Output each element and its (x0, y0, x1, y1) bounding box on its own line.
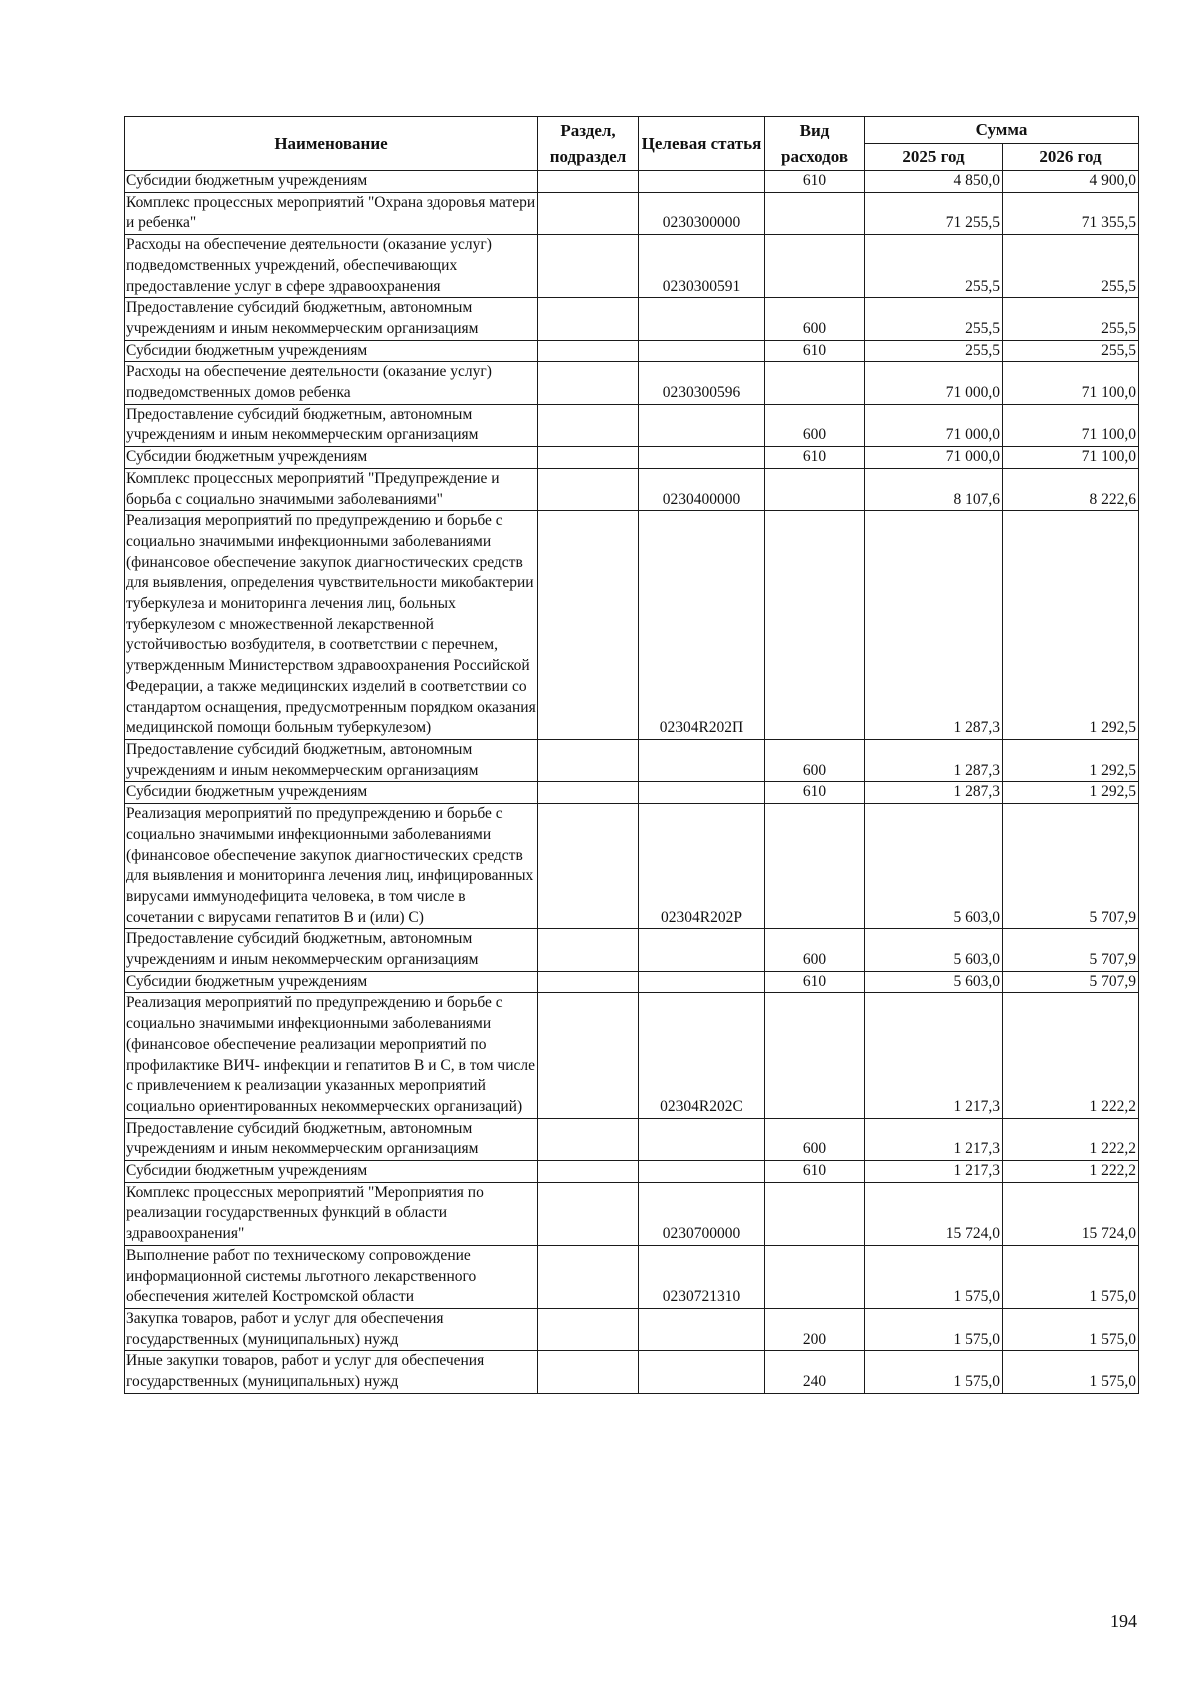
row-sum-2026: 71 100,0 (1003, 362, 1139, 404)
row-target-code: 0230300591 (639, 235, 765, 298)
row-target-code (639, 739, 765, 781)
row-name: Субсидии бюджетным учреждениям (125, 447, 538, 469)
row-name: Субсидии бюджетным учреждениям (125, 782, 538, 804)
table-row (125, 298, 1139, 340)
row-section (538, 362, 639, 404)
table-row (125, 993, 1139, 1118)
row-sum-2026: 1 575,0 (1003, 1351, 1139, 1393)
row-section (538, 971, 639, 993)
row-target-code: 0230300596 (639, 362, 765, 404)
row-name: Субсидии бюджетным учреждениям (125, 1161, 538, 1183)
row-target-code: 02304R202C (639, 993, 765, 1118)
row-name: Предоставление субсидий бюджетным, автономным учреждениям и иным некоммерческим организациям (125, 404, 538, 446)
table-row (125, 804, 1139, 929)
row-sum-2025: 71 255,5 (865, 192, 1003, 234)
row-sum-2025: 15 724,0 (865, 1182, 1003, 1245)
header-year-2026: 2026 год (1003, 144, 1139, 171)
row-sum-2025: 255,5 (865, 340, 1003, 362)
row-sum-2025: 255,5 (865, 298, 1003, 340)
row-expense-type: 610 (765, 971, 865, 993)
row-target-code (639, 929, 765, 971)
row-sum-2025: 255,5 (865, 235, 1003, 298)
row-target-code (639, 1351, 765, 1393)
table-row (125, 1351, 1139, 1393)
row-sum-2026: 255,5 (1003, 298, 1139, 340)
row-target-code: 02304R202P (639, 804, 765, 929)
table-row (125, 929, 1139, 971)
table-row (125, 739, 1139, 781)
page-number: 194 (1110, 1611, 1137, 1631)
budget-table (124, 116, 1139, 1394)
row-sum-2026: 1 222,2 (1003, 1161, 1139, 1183)
row-expense-type: 610 (765, 782, 865, 804)
header-target: Целевая статья (639, 117, 765, 171)
table-row (125, 362, 1139, 404)
row-sum-2025: 1 287,3 (865, 782, 1003, 804)
row-sum-2026: 1 575,0 (1003, 1245, 1139, 1308)
row-section (538, 340, 639, 362)
header-sum: Сумма (865, 117, 1139, 144)
row-sum-2025: 71 000,0 (865, 404, 1003, 446)
row-expense-type (765, 468, 865, 510)
row-name: Предоставление субсидий бюджетным, автономным учреждениям и иным некоммерческим организациям (125, 929, 538, 971)
row-sum-2025: 8 107,6 (865, 468, 1003, 510)
row-expense-type: 600 (765, 404, 865, 446)
row-sum-2025: 1 217,3 (865, 1118, 1003, 1160)
row-sum-2025: 1 287,3 (865, 511, 1003, 740)
row-name: Иные закупки товаров, работ и услуг для обеспечения государственных (муниципальных) нужд (125, 1351, 538, 1393)
row-sum-2025: 1 217,3 (865, 993, 1003, 1118)
row-target-code (639, 971, 765, 993)
row-sum-2026: 5 707,9 (1003, 929, 1139, 971)
row-sum-2025: 1 575,0 (865, 1351, 1003, 1393)
row-expense-type (765, 1182, 865, 1245)
row-sum-2026: 1 292,5 (1003, 782, 1139, 804)
row-name: Предоставление субсидий бюджетным, автономным учреждениям и иным некоммерческим организациям (125, 1118, 538, 1160)
row-expense-type (765, 235, 865, 298)
row-sum-2026: 1 292,5 (1003, 511, 1139, 740)
row-sum-2026: 4 900,0 (1003, 171, 1139, 193)
row-sum-2025: 5 603,0 (865, 971, 1003, 993)
row-target-code: 0230721310 (639, 1245, 765, 1308)
row-target-code (639, 1161, 765, 1183)
row-section (538, 235, 639, 298)
row-sum-2025: 4 850,0 (865, 171, 1003, 193)
row-expense-type: 610 (765, 171, 865, 193)
row-section (538, 1245, 639, 1308)
row-sum-2025: 1 575,0 (865, 1308, 1003, 1350)
row-section (538, 192, 639, 234)
row-expense-type: 200 (765, 1308, 865, 1350)
row-expense-type (765, 362, 865, 404)
row-expense-type (765, 993, 865, 1118)
row-target-code: 0230300000 (639, 192, 765, 234)
row-section (538, 404, 639, 446)
table-row (125, 782, 1139, 804)
row-sum-2026: 1 292,5 (1003, 739, 1139, 781)
row-target-code (639, 1118, 765, 1160)
row-name: Субсидии бюджетным учреждениям (125, 171, 538, 193)
row-name: Комплекс процессных мероприятий "Мероприятия по реализации государственных функций в области здравоохранения" (125, 1182, 538, 1245)
row-section (538, 468, 639, 510)
row-name: Комплекс процессных мероприятий "Охрана здоровья матери и ребенка" (125, 192, 538, 234)
row-section (538, 447, 639, 469)
row-section (538, 1161, 639, 1183)
table-row (125, 340, 1139, 362)
row-name: Предоставление субсидий бюджетным, автономным учреждениям и иным некоммерческим организациям (125, 298, 538, 340)
row-expense-type (765, 804, 865, 929)
row-name: Расходы на обеспечение деятельности (оказание услуг) подведомственных учреждений, обеспечивающих предоставление услуг в сфере здравоохранения (125, 235, 538, 298)
row-name: Субсидии бюджетным учреждениям (125, 971, 538, 993)
row-target-code (639, 1308, 765, 1350)
row-sum-2025: 71 000,0 (865, 447, 1003, 469)
row-expense-type: 610 (765, 1161, 865, 1183)
row-target-code: 02304R202П (639, 511, 765, 740)
row-target-code (639, 171, 765, 193)
header-expense-type: Вид расходов (765, 117, 865, 171)
row-section (538, 1182, 639, 1245)
row-target-code (639, 298, 765, 340)
row-sum-2026: 1 222,2 (1003, 1118, 1139, 1160)
row-expense-type: 600 (765, 929, 865, 971)
row-section (538, 298, 639, 340)
table-row (125, 1182, 1139, 1245)
row-section (538, 782, 639, 804)
row-sum-2026: 5 707,9 (1003, 804, 1139, 929)
row-expense-type (765, 1245, 865, 1308)
row-sum-2026: 15 724,0 (1003, 1182, 1139, 1245)
row-sum-2025: 71 000,0 (865, 362, 1003, 404)
table-row (125, 235, 1139, 298)
row-name: Расходы на обеспечение деятельности (оказание услуг) подведомственных домов ребенка (125, 362, 538, 404)
row-name: Реализация мероприятий по предупреждению и борьбе с социально значимыми инфекционными заболеваниями (финансовое обеспечение закупок диагностических средств для выявления и мониторинга лечения лиц, инфицированных вирусами иммунодефицита человека, в том числе в сочетании с вирусами гепатитов В и (или) С) (125, 804, 538, 929)
table-row (125, 468, 1139, 510)
header-name: Наименование (125, 117, 538, 171)
row-sum-2026: 71 100,0 (1003, 447, 1139, 469)
row-expense-type: 610 (765, 340, 865, 362)
row-expense-type: 610 (765, 447, 865, 469)
header-section: Раздел, подраздел (538, 117, 639, 171)
row-target-code (639, 447, 765, 469)
row-target-code (639, 404, 765, 446)
row-sum-2025: 1 217,3 (865, 1161, 1003, 1183)
row-name: Предоставление субсидий бюджетным, автономным учреждениям и иным некоммерческим организациям (125, 739, 538, 781)
table-row (125, 1118, 1139, 1160)
table-row (125, 511, 1139, 740)
row-expense-type (765, 192, 865, 234)
row-sum-2025: 1 575,0 (865, 1245, 1003, 1308)
table-row (125, 404, 1139, 446)
row-section (538, 739, 639, 781)
row-name: Реализация мероприятий по предупреждению и борьбе с социально значимыми инфекционными заболеваниями (финансовое обеспечение закупок диагностических средств для выявления, определения чувствительности микобактерии туберкулеза и мониторинга лечения лиц, больных туберкулезом с множественной лекарственной устойчивостью возбудителя, в соответствии с перечнем, утвержденным Министерством здравоохранения Российской Федерации, а также медицинских изделий в соответствии со стандартом оснащения, предусмотренным порядком оказания медицинской помощи больным туберкулезом) (125, 511, 538, 740)
row-expense-type: 600 (765, 298, 865, 340)
row-section (538, 1308, 639, 1350)
row-section (538, 1118, 639, 1160)
row-section (538, 804, 639, 929)
row-section (538, 1351, 639, 1393)
table-row (125, 1308, 1139, 1350)
row-target-code: 0230700000 (639, 1182, 765, 1245)
row-expense-type: 600 (765, 1118, 865, 1160)
row-section (538, 511, 639, 740)
row-section (538, 929, 639, 971)
row-target-code: 0230400000 (639, 468, 765, 510)
table-body (125, 171, 1139, 1394)
table-row (125, 171, 1139, 193)
row-sum-2026: 8 222,6 (1003, 468, 1139, 510)
row-sum-2026: 5 707,9 (1003, 971, 1139, 993)
row-sum-2025: 5 603,0 (865, 804, 1003, 929)
row-expense-type: 600 (765, 739, 865, 781)
row-sum-2025: 1 287,3 (865, 739, 1003, 781)
row-name: Комплекс процессных мероприятий "Предупреждение и борьба с социально значимыми заболеваниями" (125, 468, 538, 510)
table-header (125, 117, 1139, 171)
row-target-code (639, 340, 765, 362)
row-expense-type: 240 (765, 1351, 865, 1393)
row-name: Выполнение работ по техническому сопровождение информационной системы льготного лекарственного обеспечения жителей Костромской области (125, 1245, 538, 1308)
row-section (538, 171, 639, 193)
row-target-code (639, 782, 765, 804)
table-row (125, 447, 1139, 469)
row-sum-2025: 5 603,0 (865, 929, 1003, 971)
row-expense-type (765, 511, 865, 740)
row-section (538, 993, 639, 1118)
row-sum-2026: 71 355,5 (1003, 192, 1139, 234)
row-sum-2026: 255,5 (1003, 340, 1139, 362)
table-row (125, 1245, 1139, 1308)
row-sum-2026: 1 222,2 (1003, 993, 1139, 1118)
table-row (125, 971, 1139, 993)
header-year-2025: 2025 год (865, 144, 1003, 171)
row-name: Реализация мероприятий по предупреждению и борьбе с социально значимыми инфекционными заболеваниями (финансовое обеспечение реализации мероприятий по профилактике ВИЧ- инфекции и гепатитов В и С, в том числе с привлечением к реализации указанных мероприятий социально ориентированных некоммерческих организаций) (125, 993, 538, 1118)
row-sum-2026: 71 100,0 (1003, 404, 1139, 446)
table-row (125, 192, 1139, 234)
row-name: Субсидии бюджетным учреждениям (125, 340, 538, 362)
row-sum-2026: 1 575,0 (1003, 1308, 1139, 1350)
row-sum-2026: 255,5 (1003, 235, 1139, 298)
row-name: Закупка товаров, работ и услуг для обеспечения государственных (муниципальных) нужд (125, 1308, 538, 1350)
table-row (125, 1161, 1139, 1183)
